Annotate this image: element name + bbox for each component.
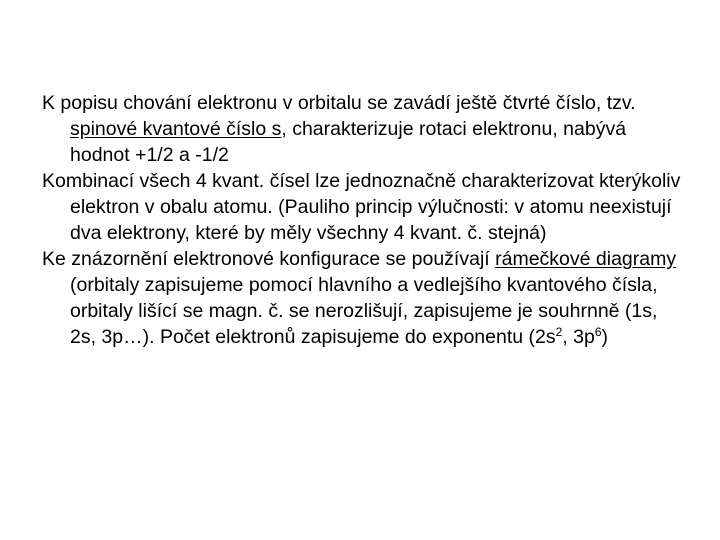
superscript-exponent: 6 <box>594 325 602 339</box>
text-span: ) <box>601 326 609 348</box>
paragraph-spin-quantum-number <box>42 90 682 168</box>
text-span: , 3p <box>562 326 595 348</box>
underlined-term-box-diagrams: rámečkové diagramy <box>495 248 677 270</box>
paragraph-pauli-principle <box>42 168 682 246</box>
paragraph-box-diagrams <box>42 246 682 350</box>
text-span: K popisu chování elektronu v orbitalu se zavádí ještě čtvrté číslo, tzv. <box>42 92 636 114</box>
slide-body <box>42 90 682 350</box>
text-span: Ke znázornění elektronové konfigurace se používají <box>42 248 496 270</box>
underlined-term-spin-quantum-number: spinové kvantové číslo s <box>70 118 282 140</box>
text-span: (orbitaly zapisujeme pomocí hlavního a vedlejšího kvantového čísla, orbitaly lišící se magn. č. se nerozlišují, zapisujeme je souhrnně (1s, 2s, 3p…). Počet elektronů zapisujeme do exponentu (2s <box>70 274 658 348</box>
text-span: Kombinací všech 4 kvant. čísel lze jednoznačně charakterizovat kterýkoliv elektron v obalu atomu. (Pauliho princip výlučnosti: v atomu neexistují dva elektrony, které by měly všechny 4 kvant. č. stejná) <box>42 170 681 244</box>
text-span: , charakterizuje rotaci elektronu, nabývá hodnot +1/2 a -1/2 <box>70 118 627 166</box>
superscript-exponent: 2 <box>555 325 563 339</box>
